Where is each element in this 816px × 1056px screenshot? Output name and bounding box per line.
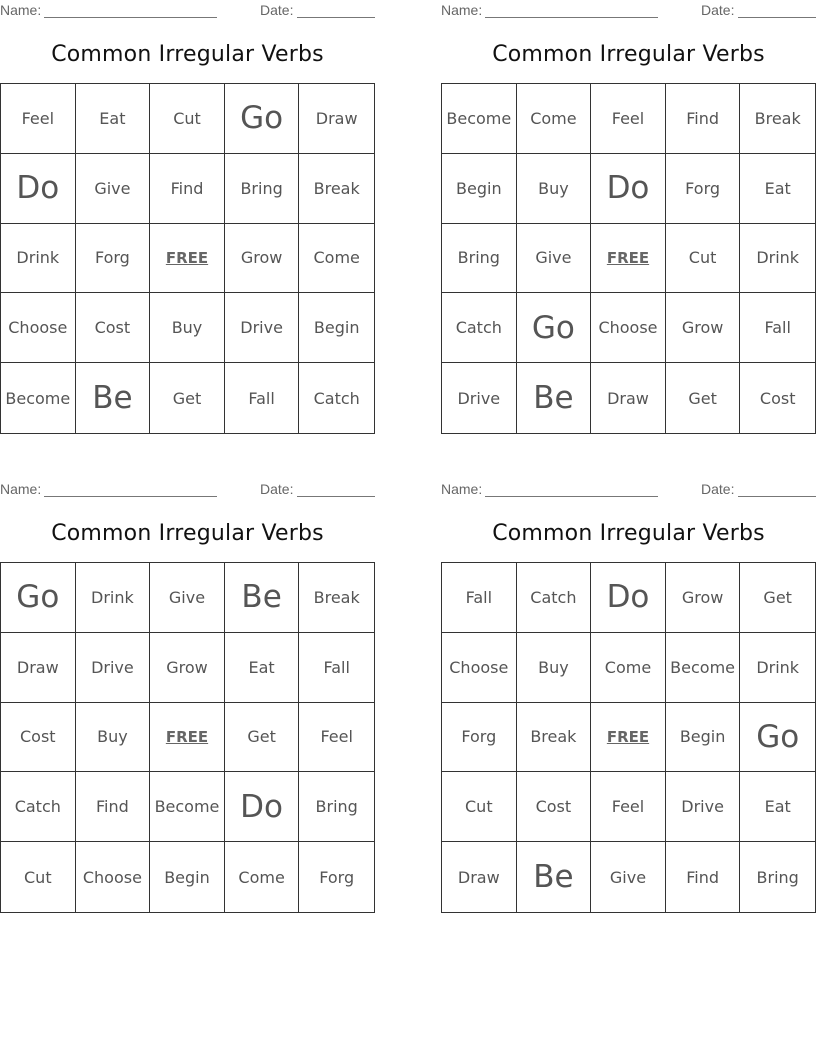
bingo-cell: Cut <box>150 84 225 154</box>
name-field-line[interactable] <box>44 496 217 497</box>
bingo-cell: Forg <box>76 224 151 294</box>
bingo-cell: Drive <box>666 772 741 842</box>
card-header <box>0 2 375 20</box>
bingo-cell: Forg <box>666 154 741 224</box>
bingo-cell: Give <box>517 224 592 294</box>
bingo-cell: Feel <box>591 84 666 154</box>
bingo-cell: Come <box>517 84 592 154</box>
date-label: Date: <box>701 481 735 497</box>
bingo-cell: Feel <box>1 84 76 154</box>
bingo-cell: Be <box>517 363 592 433</box>
bingo-cell: Find <box>76 772 151 842</box>
bingo-cell: Begin <box>666 703 741 773</box>
bingo-cell: Break <box>299 563 374 633</box>
bingo-cell: Cut <box>1 842 76 912</box>
bingo-cell: Do <box>591 563 666 633</box>
card-header <box>441 481 816 499</box>
bingo-cell: Buy <box>517 633 592 703</box>
bingo-card-4 <box>441 479 816 919</box>
bingo-cell: Come <box>225 842 300 912</box>
date-label: Date: <box>701 2 735 18</box>
bingo-cell: Drink <box>1 224 76 294</box>
bingo-cell: Draw <box>299 84 374 154</box>
bingo-cell: Come <box>299 224 374 294</box>
bingo-cell: Do <box>591 154 666 224</box>
bingo-cell: Catch <box>517 563 592 633</box>
bingo-cell: Give <box>76 154 151 224</box>
bingo-cell: Go <box>225 84 300 154</box>
name-label: Name: <box>0 2 42 18</box>
bingo-cell: Do <box>1 154 76 224</box>
bingo-card-1 <box>0 0 375 440</box>
bingo-cell: Draw <box>591 363 666 433</box>
bingo-cell: Go <box>517 293 592 363</box>
name-field-line[interactable] <box>44 17 217 18</box>
name-field-line[interactable] <box>485 496 658 497</box>
card-title: Common Irregular Verbs <box>492 42 765 67</box>
bingo-grid <box>0 562 375 913</box>
bingo-cell: Drink <box>76 563 151 633</box>
bingo-cell: Bring <box>756 867 799 887</box>
bingo-cell: Feel <box>591 772 666 842</box>
bingo-cell: Catch <box>1 772 76 842</box>
date-field-line[interactable] <box>297 496 375 497</box>
bingo-cell: Choose <box>1 293 76 363</box>
bingo-cell: Choose <box>76 842 151 912</box>
bingo-cell: Become <box>1 363 76 433</box>
bingo-cell: Drive <box>442 363 517 433</box>
bingo-cell: FREE <box>150 224 225 294</box>
date-label: Date: <box>260 2 294 18</box>
card-title: Common Irregular Verbs <box>51 42 324 67</box>
bingo-cell: Eat <box>740 154 815 224</box>
date-field-line[interactable] <box>297 17 375 18</box>
bingo-cell: Cost <box>517 772 592 842</box>
bingo-grid <box>441 562 816 913</box>
bingo-cell: Forg <box>442 703 517 773</box>
bingo-cell: Get <box>150 363 225 433</box>
bingo-cell: Fall <box>740 293 815 363</box>
bingo-cell: Cost <box>1 703 76 773</box>
bingo-cell: Find <box>150 154 225 224</box>
bingo-cell: FREE <box>591 224 666 294</box>
bingo-cell: Break <box>740 84 815 154</box>
bingo-card-3 <box>0 479 375 919</box>
bingo-cell: Become <box>442 84 517 154</box>
name-field-line[interactable] <box>485 17 658 18</box>
bingo-cell: Grow <box>666 563 741 633</box>
bingo-cell: Fall <box>225 363 300 433</box>
bingo-cell: Give <box>150 563 225 633</box>
bingo-cell: Eat <box>76 84 151 154</box>
card-header <box>0 481 375 499</box>
bingo-cell: Eat <box>225 633 300 703</box>
bingo-cell: Cut <box>666 224 741 294</box>
bingo-cell: Grow <box>225 224 300 294</box>
card-title: Common Irregular Verbs <box>492 521 765 546</box>
bingo-grid <box>0 83 375 434</box>
bingo-cell: Cost <box>76 293 151 363</box>
bingo-cell: Break <box>517 703 592 773</box>
bingo-cell: Get <box>666 363 741 433</box>
bingo-cell: Drive <box>225 293 300 363</box>
bingo-cell: Become <box>150 772 225 842</box>
bingo-cell: Come <box>591 633 666 703</box>
bingo-cell: FREE <box>591 703 666 773</box>
bingo-cell: Go <box>1 563 76 633</box>
bingo-cell: Begin <box>299 293 374 363</box>
bingo-cell: Go <box>740 703 815 773</box>
name-label: Name: <box>0 481 42 497</box>
bingo-cell: Be <box>225 563 300 633</box>
bingo-cell: Begin <box>150 842 225 912</box>
bingo-cell: Do <box>225 772 300 842</box>
bingo-cell: Be <box>76 363 151 433</box>
bingo-cell: Choose <box>442 633 517 703</box>
name-label: Name: <box>441 2 483 18</box>
bingo-cell: Bring <box>299 772 374 842</box>
bingo-cell: Begin <box>442 154 517 224</box>
bingo-cell: Buy <box>76 703 151 773</box>
date-label: Date: <box>260 481 294 497</box>
bingo-cell: Buy <box>150 293 225 363</box>
bingo-cell: Drive <box>76 633 151 703</box>
bingo-cell: Give <box>591 842 666 912</box>
bingo-cell: Draw <box>442 842 517 912</box>
bingo-cell: Grow <box>150 633 225 703</box>
bingo-cell: Fall <box>299 633 374 703</box>
bingo-cell: Catch <box>313 388 360 408</box>
bingo-cell: Draw <box>1 633 76 703</box>
bingo-cell: Be <box>517 842 592 912</box>
bingo-cell: Become <box>666 633 741 703</box>
bingo-cell: Find <box>666 842 741 912</box>
bingo-cell: Feel <box>299 703 374 773</box>
bingo-cell: Break <box>299 154 374 224</box>
card-title: Common Irregular Verbs <box>51 521 324 546</box>
bingo-cell: Catch <box>442 293 517 363</box>
bingo-cell: Grow <box>666 293 741 363</box>
bingo-cell: Eat <box>740 772 815 842</box>
bingo-card-2 <box>441 0 816 440</box>
card-header <box>441 2 816 20</box>
bingo-cell: Get <box>740 563 815 633</box>
name-label: Name: <box>441 481 483 497</box>
bingo-cell: Fall <box>442 563 517 633</box>
bingo-grid <box>441 83 816 434</box>
bingo-cell: Cut <box>442 772 517 842</box>
bingo-cell: Drink <box>740 633 815 703</box>
bingo-cell: Choose <box>591 293 666 363</box>
bingo-cell: Forg <box>319 867 355 887</box>
bingo-cell: Drink <box>740 224 815 294</box>
date-field-line[interactable] <box>738 496 816 497</box>
bingo-cell: FREE <box>150 703 225 773</box>
bingo-cell: Cost <box>759 388 796 408</box>
date-field-line[interactable] <box>738 17 816 18</box>
bingo-cell: Bring <box>225 154 300 224</box>
bingo-cell: Bring <box>442 224 517 294</box>
bingo-cell: Find <box>666 84 741 154</box>
bingo-cell: Buy <box>517 154 592 224</box>
bingo-cell: Get <box>225 703 300 773</box>
